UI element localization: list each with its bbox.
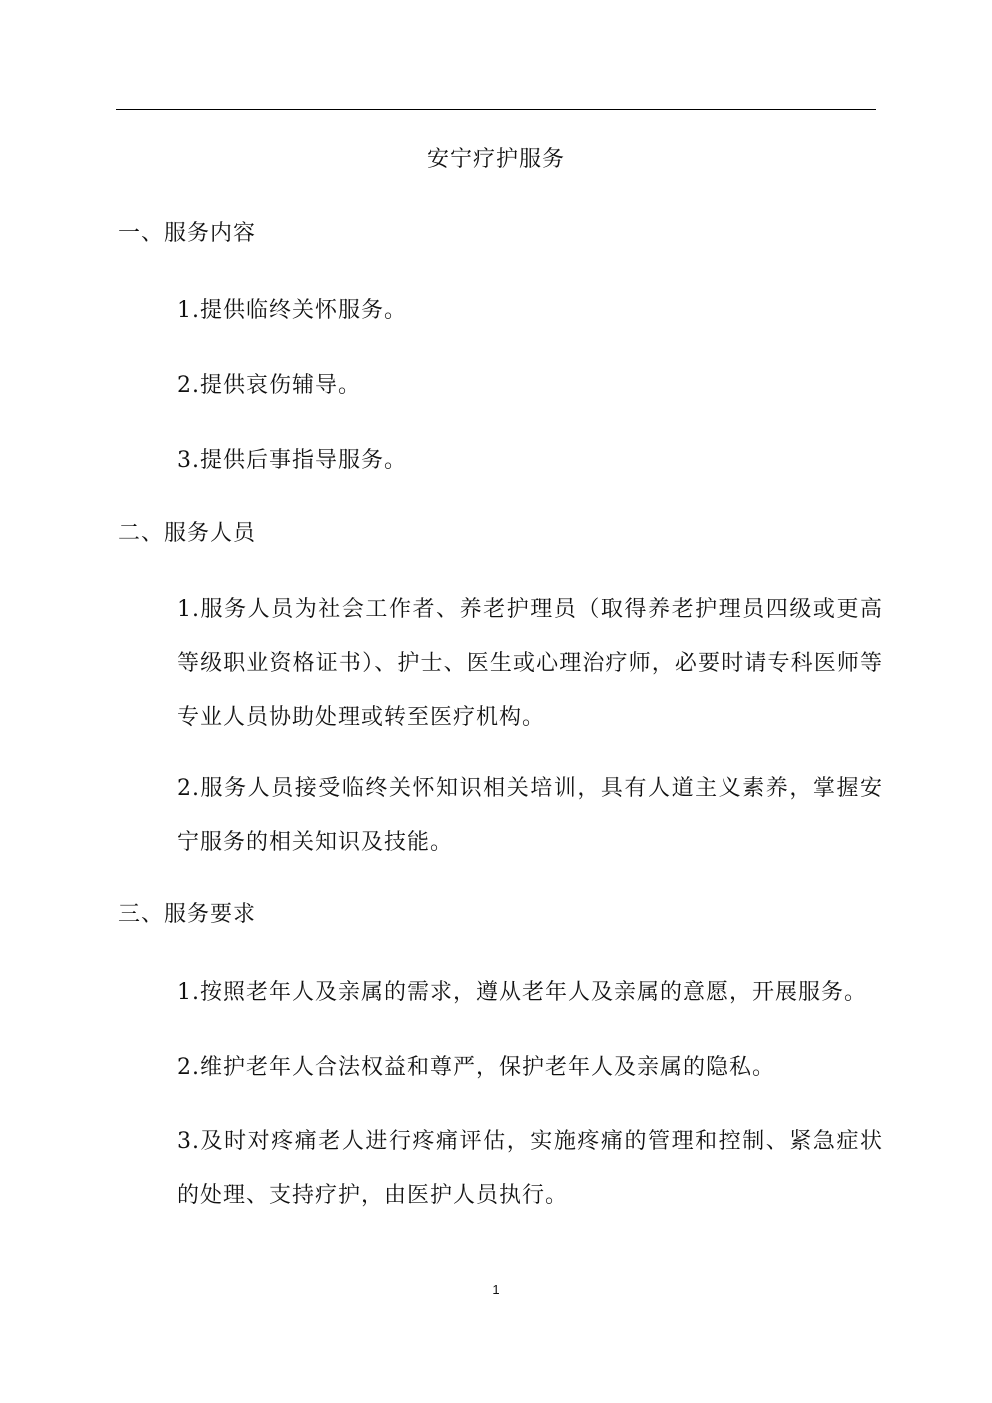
section-heading-content: 一、服务内容 <box>118 221 257 246</box>
list-item: 1.按照老年人及亲属的需求，遵从老年人及亲属的意愿，开展服务。 <box>177 980 867 1005</box>
list-item: 1.提供临终关怀服务。 <box>177 298 407 323</box>
list-item: 2.维护老年人合法权益和尊严，保护老年人及亲属的隐私。 <box>177 1055 775 1080</box>
page-number: 1 <box>492 1282 500 1297</box>
section-heading-requirements: 三、服务要求 <box>118 902 257 927</box>
list-item: 2.提供哀伤辅导。 <box>177 373 361 398</box>
section-heading-staff: 二、服务人员 <box>118 521 257 546</box>
list-item: 1.服务人员为社会工作者、养老护理员（取得养老护理员四级或更高等级职业资格证书）、护士、医生或心理治疗师，必要时请专科医师等专业人员协助处理或转至医疗机构。 <box>177 597 883 730</box>
list-item: 3.及时对疼痛老人进行疼痛评估，实施疼痛的管理和控制、紧急症状的处理、支持疗护，由医护人员执行。 <box>177 1129 883 1208</box>
list-item: 2.服务人员接受临终关怀知识相关培训，具有人道主义素养，掌握安宁服务的相关知识及技能。 <box>177 776 883 855</box>
header-rule <box>116 109 876 110</box>
list-item: 3.提供后事指导服务。 <box>177 448 407 473</box>
document-title: 安宁疗护服务 <box>426 147 565 172</box>
